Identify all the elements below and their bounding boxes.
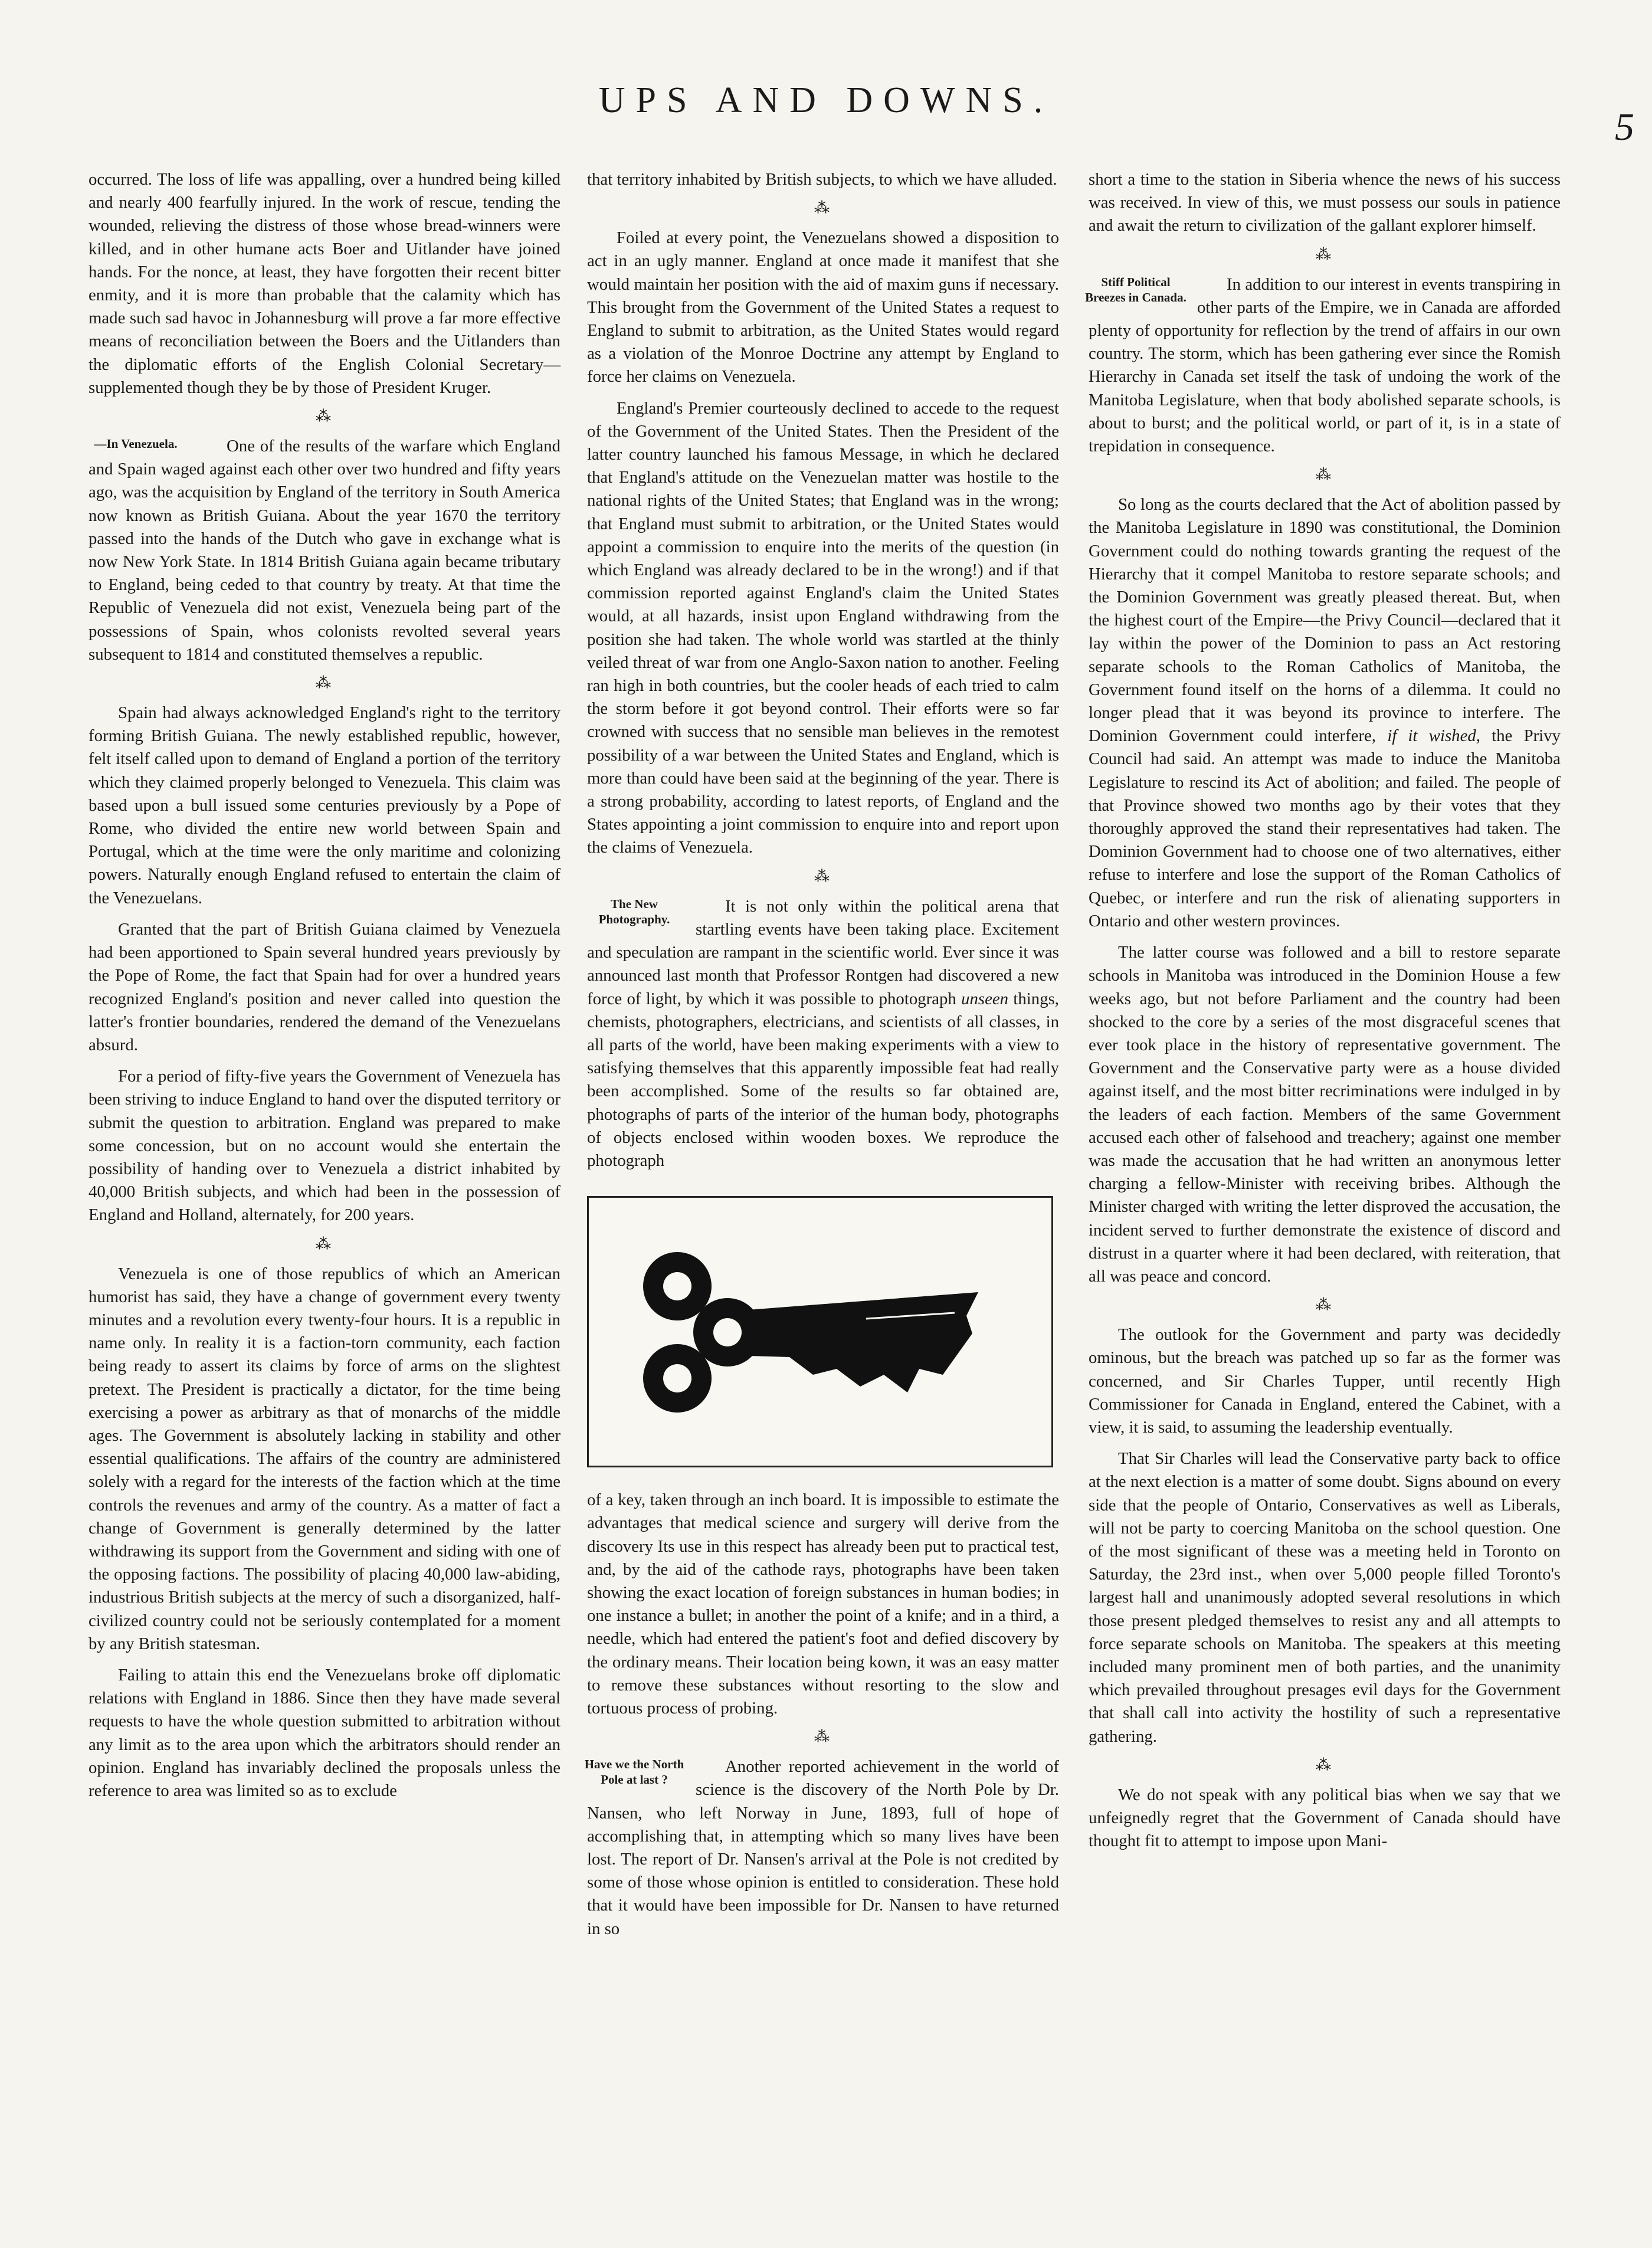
key-xray-photograph	[587, 1196, 1053, 1467]
column-2	[584, 168, 1059, 1949]
paragraph: The New Photography. It is not only within the political arena that startling events have been taking place. Excitement and speculation are rampant in the scientific world. Ever since it was announced last month that Professor Rontgen had discovered a new force of light, by which it was possible to photograph unseen things, chemists, photographers, electricians, and scientists of all classes, in all parts of the world, have been making experiments with a view to satisfying themselves that this apparently impossible feat had really been accomplished. Some of the results so far obtained are, photographs of parts of the interior of the human body, photographs of objects enclosed within wooden boxes. We reproduce the photograph	[587, 895, 1059, 1172]
key-icon	[589, 1198, 1051, 1466]
section-ornament: ⁂	[814, 199, 832, 217]
sidenote-venezuela: —In Venezuela.	[94, 437, 178, 451]
paragraph: of a key, taken through an inch board. It is impossible to estimate the advantages that medical science and surgery will derive from the discovery Its use in this respect has already been put to practical test, and, by the aid of the cathode rays, photographs have been taken showing the exact location of foreign substances in human bodies; in one instance a bullet; in another the point of a knife; and in a third, a needle, which had entered the patient's foot and defied discovery by the ordinary means. Their location being kown, it was an easy matter to remove these substances without resorting to the slow and tortuous process of probing.	[587, 1490, 1059, 1718]
paragraph: We do not speak with any political bias when we say that we unfeignedly regret that the Government of Canada should have thought fit to attempt to impose upon Mani-	[1089, 1785, 1561, 1851]
sidenote-photography: The New Photography.	[598, 896, 670, 926]
paragraph: Foiled at every point, the Venezuelans showed a disposition to act in an ugly manner. England at once made it manifest that she would maintain her position with the aid of maxim guns if necessary. This brought from the Government of the United States a request to England to submit to arbitration, as the United States would regard as a violation of the Monroe Doctrine any attempt by England to force her claims on Venezuela.	[587, 228, 1059, 386]
section-ornament: ⁂	[1316, 466, 1333, 484]
paragraph: The latter course was followed and a bill to restore separate schools in Manitoba was introduced in the Dominion House a few weeks ago, but not before Parliament and the country had been shocked to the core by a series of the most disgraceful scenes that ever took place in the history of representative government. The Government and the Conservative party were as a house divided against itself, and the most bitter recriminations were indulged in by the leaders of each faction. Members of the same Government accused each other of falsehood and treachery; against one member was made the accusation that he had written an anonymous letter charging a fellow-Minister with receiving bribes. Although the Minister charged with writing the letter disproved the accusation, the incident served to further demonstrate the existence of discord and distrust in a quarter where it had been declared, with reiteration, that all was peace and concord.	[1089, 943, 1561, 1286]
paragraph: short a time to the station in Siberia whence the news of his success was received. In view of this, we must possess our souls in patience and await the return to civilization of the gallant explorer himself.	[1089, 170, 1561, 235]
section-ornament: ⁂	[1316, 245, 1333, 263]
section-ornament: ⁂	[316, 1235, 333, 1253]
sidenote-stiff-political-breezes: Stiff Political Breezes in Canada.	[1085, 274, 1186, 304]
section-ornament: ⁂	[1316, 1296, 1333, 1314]
paragraph: occurred. The loss of life was appalling, over a hundred being killed and nearly 400 fearfully injured. In the work of rescue, tending the wounded, relieving the distress of those whose bread-winners were killed, and in other humane acts Boer and Uitlander have joined hands. For the nonce, at least, they have forgotten their recent bitter enmity, and it is more than probable that the calamity which has made such sad havoc in Johannesburg will prove a far more effective means of reconciliation between the Boers and the Uitlanders than the diplomatic efforts of the English Colonial Secretary—supplemented though they be by those of President Kruger.	[88, 170, 560, 397]
paragraph: That Sir Charles will lead the Conservative party back to office at the next election is a matter of some doubt. Signs abound on every side that the people of Ontario, Conservatives as well as Liberals, will not be party to coercing Manitoba on the school question. One of the most significant of these was a meeting held in Toronto on Saturday, the 23rd inst., when over 5,000 people filled Toronto's largest hall and unanimously adopted several resolutions in which those present pledged themselves to resist any and all attempts to force separate schools on Manitoba. The speakers at this meeting included many prominent men of both parties, and the unanimity which prevailed throughout presages evil days for the Government that shall call into activity the hostility of such a representative gathering.	[1089, 1449, 1561, 1746]
paragraph: —In Venezuela. One of the results of the warfare which England and Spain waged against each other over two hundred and fifty years ago, was the acquisition by England of the territory in South America now known as British Guiana. About the year 1670 the territory passed into the hands of the Dutch who gave in exchange what is now New York State. In 1814 British Guiana again became tributary to England, being ceded to that country by treaty. At that time the Republic of Venezuela did not exist, Venezuela being part of the possessions of Spain, whos colonists revolted several years subsequent to 1814 and constituted themselves a republic.	[88, 435, 560, 666]
section-ornament: ⁂	[814, 1728, 832, 1746]
page-title: UPS AND DOWNS.	[598, 80, 1054, 120]
column-3	[1085, 168, 1561, 1861]
section-ornament: ⁂	[316, 408, 333, 425]
section-ornament: ⁂	[1316, 1756, 1333, 1774]
paragraph: Failing to attain this end the Venezuelans broke off diplomatic relations with England in 1886. Since then they have made several requests to have the whole question submitted to arbitration without any limit as to the area upon which the arbitrators should render an opinion. England has invariably declined the proposals unless the reference to area was limited so as to exclude	[88, 1665, 560, 1800]
paragraph: For a period of fifty-five years the Government of Venezuela has been striving to induce England to hand over the disputed territory or submit the question to arbitration. England was prepared to make some concession, but on no account would she entertain the possibility of handing over to Venezuela a district inhabited by 40,000 British subjects, and which had been in the possession of England and Holland, alternately, for 200 years.	[88, 1067, 560, 1225]
page-number: 5	[1615, 106, 1634, 149]
paragraph: England's Premier courteously declined to accede to the request of the Government of the United States. Then the President of the latter country launched his famous Message, in which he declared that England's attitude on the Venezuelan matter was hostile to the national rights of the United States; that England was in the wrong; that England must submit to arbitration, or the United States would appoint a commission to enquire into the merits of the question (in which England was already declared to be in the wrong!) and if that commission reported against England's claim the United States would, at all hazards, insist upon England withdrawing from the position she had taken. The whole world was startled at the thinly veiled threat of war from one Anglo-Saxon nation to another. Feeling ran high in both countries, but the cooler heads of each tried to calm the storm before it got beyond control. Their efforts were so far crowned with success that no sensible man believes in the remotest possibility of a war between the United States and England, which is more than could have been said at the beginning of the year. There is a strong probability, according to latest reports, of England and the States appointing a joint commission to enquire into and report upon the claims of Venezuela.	[587, 398, 1059, 857]
sidenote-north-pole: Have we the North Pole at last ?	[584, 1757, 684, 1787]
paragraph: Granted that the part of British Guiana claimed by Venezuela had been apportioned to Spain several hundred years previously by the Pope of Rome, the fact that Spain had for over a hundred years recognized England's position and never called into question the latter's frontier boundaries, rendered the demand of the Venezuelans absurd.	[88, 919, 560, 1054]
column-1	[88, 168, 560, 1811]
paragraph: Stiff Political Breezes in Canada. In addition to our interest in events transpiring in other parts of the Empire, we in Canada are afforded plenty of opportunity for reflection by the trend of affairs in our own country. The storm, which has been gathering ever since the Romish Hierarchy in Canada set itself the task of undoing the work of the Manitoba Legislature, when that body abolished separate schools, is about to burst; and the political world, or part of it, is in a state of trepidation in consequence.	[1089, 273, 1561, 458]
paragraph: Spain had always acknowledged England's right to the territory forming British Guiana. The newly established republic, however, felt itself called upon to demand of England a portion of the territory which they claimed properly belonged to Venezuela. This claim was based upon a bull issued some centuries previously by a Pope of Rome, who divided the entire new world between Spain and Portugal, which at the time were the only maritime and colonizing powers. Naturally enough England refused to entertain the claim of the Venezuelans.	[88, 703, 560, 907]
paragraph: The outlook for the Government and party was decidedly ominous, but the breach was patched up so far as the former was concerned, and Sir Charles Tupper, until recently High Commissioner for Canada in England, entered the Cabinet, with a view, it is said, to assuming the leadership eventually.	[1089, 1325, 1561, 1437]
paragraph: So long as the courts declared that the Act of abolition passed by the Manitoba Legislature in 1890 was constitutional, the Dominion Government could do nothing towards granting the request of the Hierarchy that it compel Manitoba to restore separate schools; and the Dominion Government was greatly pleased thereat. But, when the highest court of the Empire—the Privy Council—declared that it lay within the power of the Dominion to pass an Act restoring separate schools to the Roman Catholics of Manitoba, the Government found itself on the horns of a dilemma. It could no longer plead that it was beyond its province to interfere. The Dominion Government could interfere, if it wished, the Privy Council had said. An attempt was made to induce the Manitoba Legislature to rescind its Act of abolition; and failed. The people of that Province showed two months ago by their votes that they thoroughly approved the stand their representatives had taken. The Dominion Government had to choose one of two alternatives, either refuse to interfere and lose the support of the Roman Catholics of Quebec, or interfere and run the risk of alienating supporters in Ontario and other western provinces.	[1089, 495, 1561, 930]
paragraph: that territory inhabited by British subjects, to which we have alluded.	[587, 170, 1057, 189]
paragraph: Have we the North Pole at last ? Another reported achievement in the world of science is the discovery of the North Pole by Dr. Nansen, who left Norway in June, 1893, full of hope of accomplishing that, in attempting which so many lives have been lost. The report of Dr. Nansen's arrival at the Pole is not credited by some of those whose opinion is entitled to consideration. These hold that it would have been impossible for Dr. Nansen to have returned in so	[587, 1755, 1059, 1941]
paragraph: Venezuela is one of those republics of which an American humorist has said, they have a change of government every twenty minutes and a revolution every twenty-four hours. It is a republic in name only. In reality it is a faction-torn community, each faction being ready to assert its claims by force of arms on the slightest pretext. The President is practically a dictator, for the time being exercising a power as arbitrary as that of monarchs of the middle ages. The Government is absolutely lacking in stability and other essential qualifications. The affairs of the country are administered solely with a regard for the interests of the faction which at the time controls the revenues and army of the country. As a matter of fact a change of Government is generally determined by the latter withdrawing its support from the Government and siding with one of the opposing factions. The possibility of placing 40,000 law-abiding, industrious British subjects at the mercy of such a disorganized, half-civilized country could not be seriously contemplated for a moment by any British statesman.	[88, 1264, 560, 1653]
section-ornament: ⁂	[316, 674, 333, 692]
section-ornament: ⁂	[814, 867, 832, 885]
